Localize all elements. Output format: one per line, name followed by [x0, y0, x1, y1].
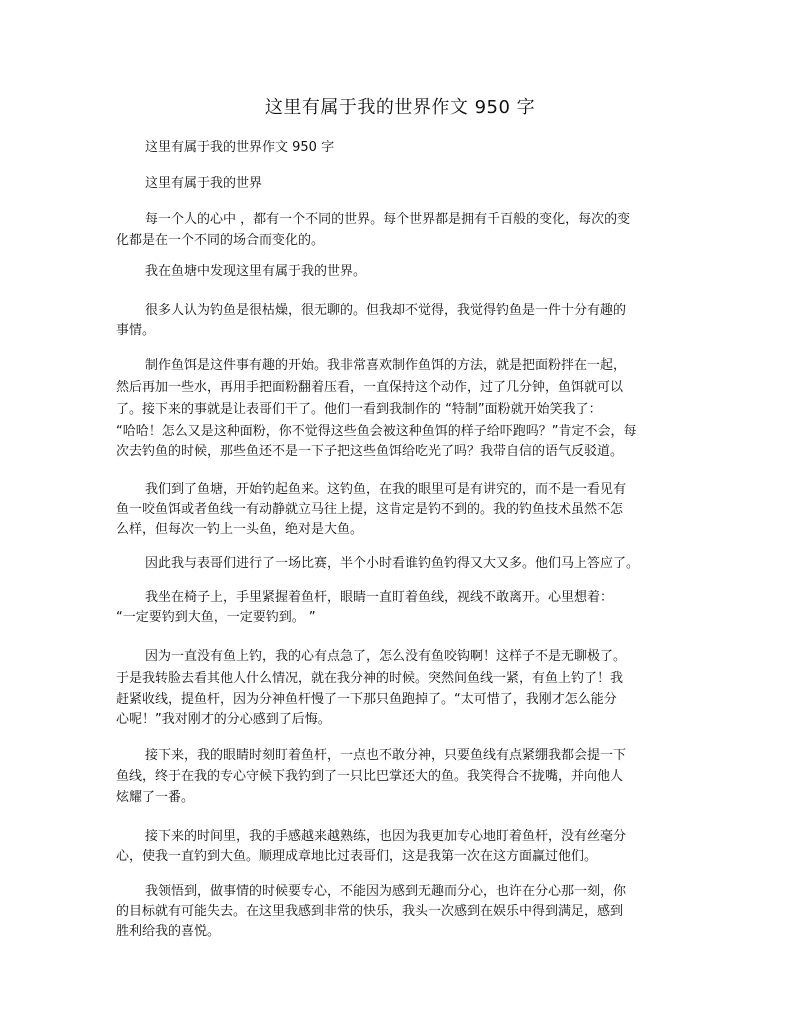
paragraph-line: 鱼线，终于在我的专心守候下我钓到了一只比巴掌还大的鱼。我笑得合不拢嘴，并向他人 — [116, 769, 624, 784]
paragraph-line: 于是我转脸去看其他人什么情况，就在我分神的时候。突然间鱼线一紧，有鱼上钓了！我 — [116, 671, 624, 686]
paragraph-line: 因此我与表哥们进行了一场比赛，半个小时看谁钓鱼钓得又大又多。他们马上答应了。 — [145, 556, 640, 571]
paragraph-line: 我们到了鱼塘，开始钓起鱼来。这钓鱼，在我的眼里可是有讲究的，而不是一看见有 — [145, 482, 627, 497]
paragraph-line: 的目标就有可能失去。在这里我感到非常的快乐，我头一次感到在娱乐中得到满足，感到 — [116, 904, 624, 919]
paragraph-line: 我领悟到，做事情的时候要专心，不能因为感到无趣而分心，也许在分心那一刻，你 — [145, 884, 627, 899]
paragraph-line: 我在鱼塘中发现这里有属于我的世界。 — [145, 264, 367, 279]
paragraph-line: 我坐在椅子上，手里紧握着鱼杆，眼睛一直盯着鱼线，视线不敢离开。心里想着： — [145, 590, 614, 605]
paragraph-line: 每一个人的心中 ，都有一个不同的世界。每个世界都是拥有千百般的变化，每次的变 — [145, 212, 631, 227]
paragraph-line: 接下来的时间里，我的手感越来越熟练，也因为我更加专心地盯着鱼杆，没有丝毫分 — [145, 829, 627, 844]
paragraph-line: 心呢！”我对刚才的分心感到了后悔。 — [116, 712, 331, 727]
paragraph-line: 因为一直没有鱼上钓，我的心有点急了，怎么没有鱼咬钩啊！这样子不是无聊极了。 — [145, 649, 627, 664]
paragraph-line: 胜利给我的喜悦。 — [116, 924, 221, 939]
document-title: 这里有属于我的世界作文 950 字 — [264, 97, 536, 118]
paragraph-line: “哈哈！怎么又是这种面粉，你不觉得这些鱼会被这种鱼饵的样子给吓跑吗？”肯定不会，每 — [116, 424, 637, 439]
paragraph-line: “一定要钓到大鱼，一定要钓到。 ” — [116, 610, 316, 625]
paragraph-line: 然后再加一些水，再用手把面粉翻着压看，一直保持这个动作，过了几分钟，鱼饵就可以 — [116, 380, 624, 395]
paragraph-line: 鱼一咬鱼饵或者鱼线一有动静就立马往上提，这肯定是钓不到的。我的钓鱼技术虽然不怎 — [116, 502, 624, 517]
subtitle-line: 这里有属于我的世界作文 950 字 — [145, 140, 335, 155]
section-heading: 这里有属于我的世界 — [145, 176, 263, 191]
paragraph-line: 制作鱼饵是这件事有趣的开始。我非常喜欢制作鱼饵的方法，就是把面粉拌在一起， — [145, 358, 627, 373]
paragraph-line: 接下来，我的眼睛时刻盯着鱼杆，一点也不敢分神，只要鱼线有点紧绷我都会提一下 — [145, 748, 627, 763]
paragraph-line: 么样，但每次一钓上一头鱼，绝对是大鱼。 — [116, 522, 364, 537]
paragraph-line: 炫耀了一番。 — [116, 790, 195, 805]
paragraph-line: 很多人认为钓鱼是很枯燥，很无聊的。但我却不觉得，我觉得钓鱼是一件十分有趣的 — [145, 303, 627, 318]
paragraph-line: 次去钓鱼的时候，那些鱼还不是一下子把这些鱼饵给吃光了吗？我带自信的语气反驳道。 — [116, 444, 624, 459]
paragraph-line: 赶紧收线，提鱼杆，因为分神鱼杆慢了一下那只鱼跑掉了。“太可惜了，我刚才怎么能分 — [116, 692, 617, 707]
paragraph-line: 事情。 — [116, 323, 156, 338]
paragraph-line: 化都是在一个不同的场合而变化的。 — [116, 233, 325, 248]
paragraph-line: 心，使我一直钓到大鱼。顺理成章地比过表哥们，这是我第一次在这方面赢过他们。 — [116, 849, 598, 864]
paragraph-line: 了。接下来的事就是让表哥们干了。他们一看到我制作的 “特制”面粉就开始笑我了： — [116, 402, 602, 417]
